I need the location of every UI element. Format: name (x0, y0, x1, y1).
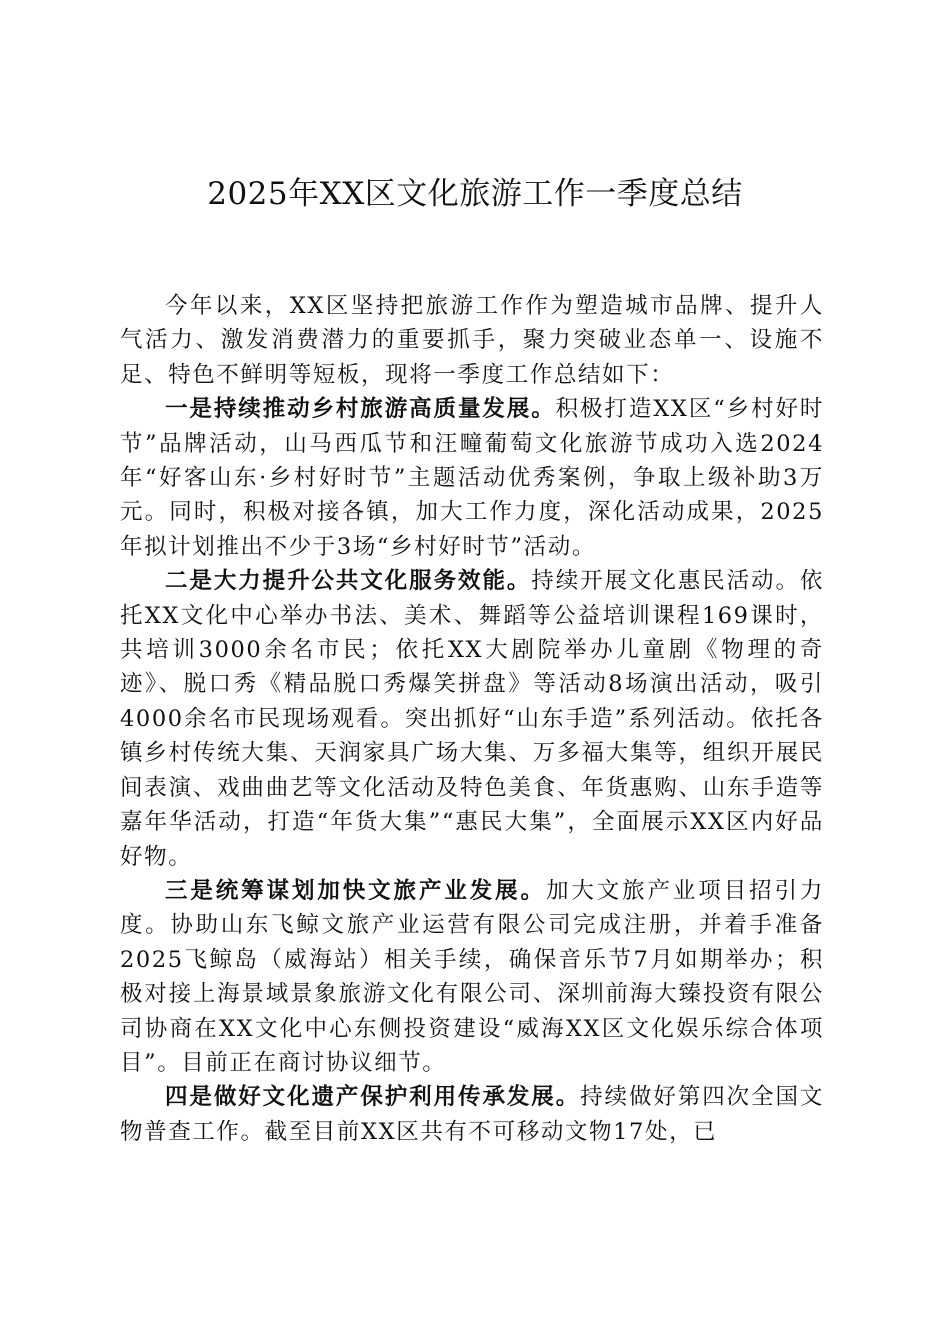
document-body (120, 289, 824, 1149)
section-paragraph-4 (120, 1080, 824, 1149)
section-heading: 四是做好文化遗产保护利用传承发展。 (165, 1084, 581, 1111)
section-paragraph-3 (120, 874, 824, 1080)
section-paragraph-1 (120, 392, 824, 564)
section-text: 加大文旅产业项目招引力度。协助山东飞鲸文旅产业运营有限公司完成注册，并着手准备2025飞鲸岛（威海站）相关手续，确保音乐节7月如期举办；积极对接上海景域景象旅游文化有限公司、深圳前海大臻投资有限公司协商在XX文化中心东侧投资建设“威海XX区文化娱乐综合体项目”。目前正在商讨协议细节。 (120, 877, 824, 1076)
document-title: 2025年XX区文化旅游工作一季度总结 (207, 176, 743, 212)
section-heading: 一是持续推动乡村旅游高质量发展。 (165, 396, 556, 423)
section-text: 持续开展文化惠民活动。依托XX文化中心举办书法、美术、舞蹈等公益培训课程169课时，共培训3000余名市民；依托XX大剧院举办儿童剧《物理的奇迹》、脱口秀《精品脱口秀爆笑拼盘》等活动8场演出活动，吸引4000余名市民现场观看。突出抓好“山东手造”系列活动。依托各镇乡村传统大集、天润家具广场大集、万多福大集等，组织开展民间表演、戏曲曲艺等文化活动及特色美食、年货惠购、山东手造等嘉年华活动，打造“年货大集”“惠民大集”，全面展示XX区内好品好物。 (120, 568, 824, 870)
section-paragraph-2 (120, 564, 824, 874)
section-text: 积极打造XX区“乡村好时节”品牌活动，山马西瓜节和汪疃葡萄文化旅游节成功入选2024年“好客山东·乡村好时节”主题活动优秀案例，争取上级补助3万元。同时，积极对接各镇，加大工作力度，深化活动成果，2025年拟计划推出不少于3场“乡村好时节”活动。 (120, 396, 824, 560)
section-heading: 二是大力提升公共文化服务效能。 (165, 568, 532, 595)
section-text: 持续做好第四次全国文物普查工作。截至目前XX区共有不可移动文物17处，已 (120, 1084, 824, 1145)
intro-paragraph: 今年以来，XX区坚持把旅游工作作为塑造城市品牌、提升人气活力、激发消费潜力的重要抓手，聚力突破业态单一、设施不足、特色不鲜明等短板，现将一季度工作总结如下： (120, 293, 824, 388)
section-heading: 三是统筹谋划加快文旅产业发展。 (165, 877, 546, 904)
